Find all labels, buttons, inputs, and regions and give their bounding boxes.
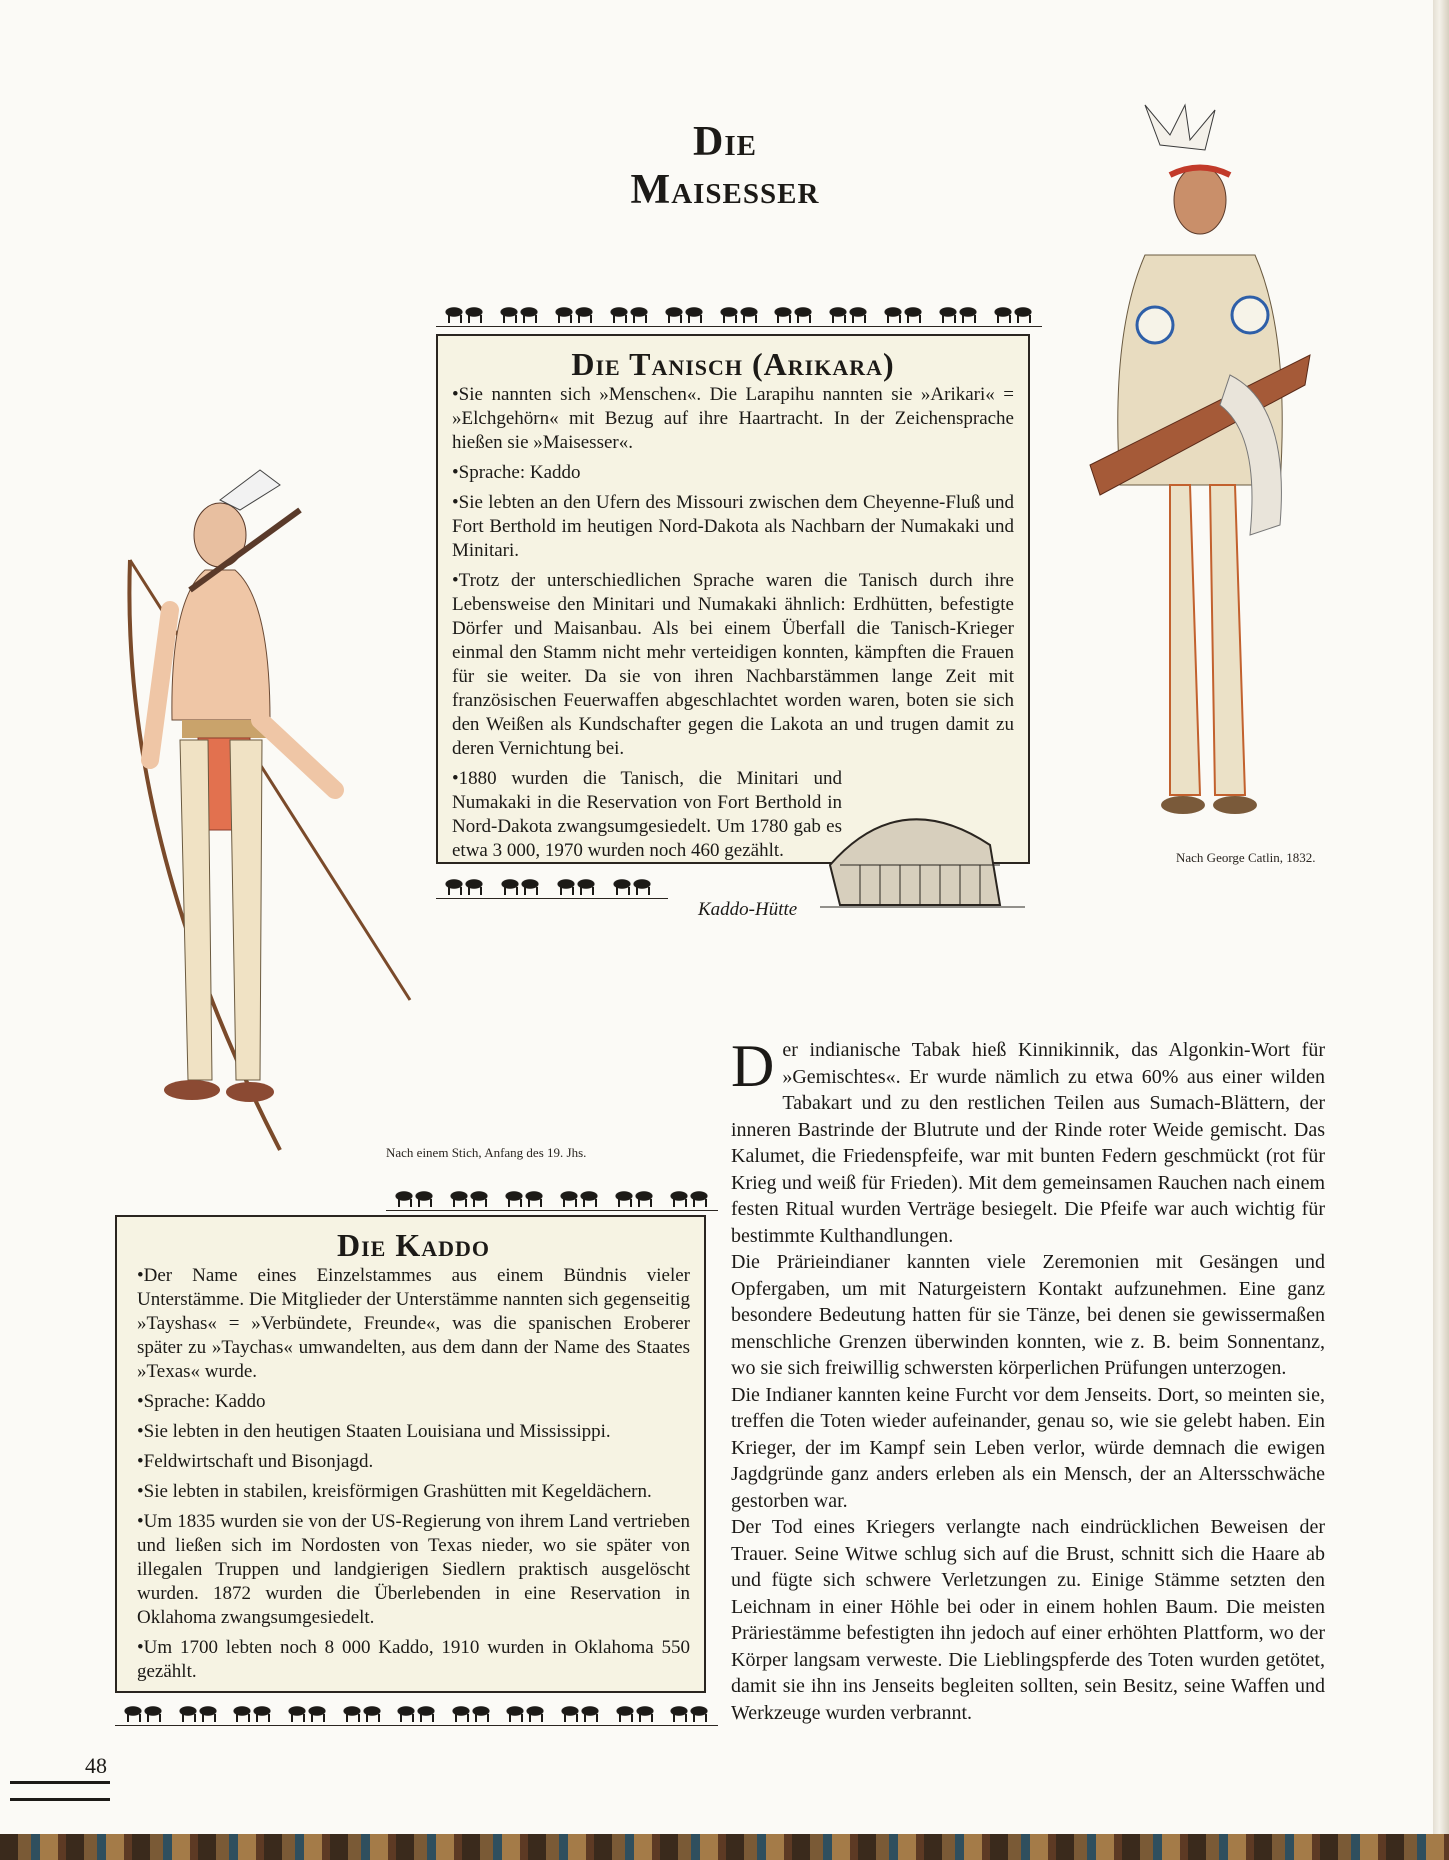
main-paragraph: Die Indianer kannten keine Furcht vor dem Jenseits. Dort, so meinten sie, treffen die Toten wieder aufeinander, genau so, wie sie gelebt haben. Ein Krieger, der im Kampf sein Leben verlor, würde demnach die ewigen Jagdgründe ganz anders erleben als ein Mensch, der an Altersschwäche gestorben war.: [731, 1383, 1325, 1512]
tanisch-paragraph: • Trotz der unterschiedlichen Sprache waren die Tanisch durch ihre Lebensweise den Minitari und Numakaki ähnlich: Erdhütten, befestigte Dörfer und Maisanbau. Als bei einem Überfall die Tanisch-Krieger einmal den Stamm nicht mehr verteidigen konnten, kämpften die Frauen für sie weiter. Da sie von ihren Nachbarstämmen lange Zeit mit französischen Feuerwaffen abgeschlachtet worden waren, boten sie sich den Weißen als Kundschafter gegen die Lakota an und trugen damit zu deren Vernichtung bei.: [452, 569, 1014, 761]
kaddo-paragraph: • Feldwirtschaft und Bisonjagd.: [137, 1450, 690, 1474]
kaddo-paragraph: • Der Name eines Einzelstammes aus einem Bündnis vieler Unterstämme. Die Mitglieder der Unterstämme nannten sich gegenseitig »Tayshas« = »Verbündete, Freunde«, was die spanischen Eroberer später zu »Taychas« umwandelten, aus dem dann der Name des Staates »Texas« wurde.: [137, 1264, 690, 1384]
hut-caption: Kaddo-Hütte: [698, 899, 798, 920]
drop-cap: D: [731, 1033, 775, 1099]
main-body-text: [731, 1033, 1325, 1726]
kaddo-paragraph: • Um 1835 wurden sie von der US-Regierung von ihrem Land vertrieben und ließen sich im Nordosten von Texas nieder, wo sie später von illegalen Truppen und landgierigen Siedlern praktisch ausgelöscht wurden. 1872 wurden die Überlebenden in eine Reservation in Oklahoma zwangsumgesiedelt.: [137, 1510, 690, 1630]
frieze-ornament-kaddo-top: [386, 1182, 718, 1211]
arikara-warrior-illustration: [110, 460, 430, 1200]
frieze-ornament-small: [436, 870, 668, 899]
page-number-ornament: [10, 1781, 110, 1801]
main-paragraph: Der Tod eines Kriegers verlangte nach eindrücklichen Beweisen der Trauer. Seine Witwe schlug sich auf die Brust, schnitt sich die Haare ab und fügte sich schwere Verletzungen zu. Einige Stämme setzten den Leichnam in einer Höhle bei oder in einem hohlen Baum. Die meisten Präriestämme befestigten ihn jedoch auf einer erhöhten Plattform, wo der Körper langsam verweste. Die Lieblingspferde des Toten wurden getötet, damit sie ihn ins Jenseits begleiten sollten, sein Besitz, seine Waffen und Werkzeuge wurden verbrannt.: [731, 1516, 1325, 1724]
page-edge: [1433, 0, 1449, 1860]
main-paragraph-first-text: er indianische Tabak hieß Kinnikinnik, das Algonkin-Wort für »Gemischtes«. Er wurde nämlich zu etwa 60% aus einer wilden Tabakart und zu den restlichen Teilen aus Sumach-Blättern, der inneren Bastrinde der Blutrute und der Rinde roter Weide gemischt. Das Kalumet, die Friedenspfeife, war mit bunten Federn geschmückt (rot für Krieg und weiß für Frieden). Mit dem gemeinsamen Rauchen nach einem festen Ritual wurden Verträge besiegelt. Die Pfeife war auch wichtig für bestimmte Kulthandlungen.: [731, 1039, 1325, 1247]
tanisch-heading: Die Tanisch (Arikara): [571, 346, 895, 382]
kaddo-hut-illustration: [820, 795, 1040, 915]
kaddo-paragraph: • Sprache: Kaddo: [137, 1390, 690, 1414]
page-title: Die Maisesser: [630, 119, 820, 213]
left-figure-caption: Nach einem Stich, Anfang des 19. Jhs.: [386, 1145, 587, 1160]
tanisch-paragraph: • Sie nannten sich »Menschen«. Die Larapihu nannten sie »Arikari« = »Elchgehörn« mit Bezug auf ihre Haartracht. In der Zeichensprache hießen sie »Maisesser«.: [452, 383, 1014, 455]
right-figure-caption: Nach George Catlin, 1832.: [1176, 850, 1316, 865]
kaddo-paragraph: • Um 1700 lebten noch 8 000 Kaddo, 1910 wurden in Oklahoma 550 gezählt.: [137, 1636, 690, 1684]
tanisch-paragraph: • 1880 wurden die Tanisch, die Minitari und Numakaki in die Reservation von Fort Berthold in Nord-Dakota zwangsumgesiedelt. Um 1780 gab es etwa 3 000, 1970 wurden noch 460 gezählt.: [452, 767, 842, 863]
bottom-decorative-strip: [0, 1834, 1449, 1860]
arikara-chief-illustration: [1050, 105, 1350, 865]
tanisch-infobox: [436, 334, 1030, 864]
tanisch-paragraph: • Sie lebten an den Ufern des Missouri zwischen dem Cheyenne-Fluß und Fort Berthold im heutigen Nord-Dakota als Nachbarn der Numakaki und Minitari.: [452, 491, 1014, 563]
frieze-ornament-top: [436, 298, 1042, 327]
kaddo-paragraph: • Sie lebten in stabilen, kreisförmigen Grashütten mit Kegeldächern.: [137, 1480, 690, 1504]
tanisch-paragraph: • Sprache: Kaddo: [452, 461, 1014, 485]
frieze-ornament-kaddo-bottom: [115, 1697, 718, 1726]
kaddo-heading: Die Kaddo: [336, 1227, 490, 1263]
main-paragraph: Die Prärieindianer kannten viele Zeremonien mit Gesängen und Opfergaben, um mit Naturgeistern Kontakt aufzunehmen. Eine ganz besondere Bedeutung hatten für sie Tänze, bei denen sie gewissermaßen menschliche Grenzen überwinden konnten, wie z. B. beim Sonnentanz, wo sie sich freiwillig schwersten körperlichen Prüfungen unterzogen.: [731, 1251, 1325, 1379]
main-paragraph-first: [731, 1033, 1325, 1249]
page-number: 48: [85, 1753, 107, 1778]
kaddo-infobox: [115, 1215, 706, 1693]
kaddo-paragraph: • Sie lebten in den heutigen Staaten Louisiana und Mississippi.: [137, 1420, 690, 1444]
